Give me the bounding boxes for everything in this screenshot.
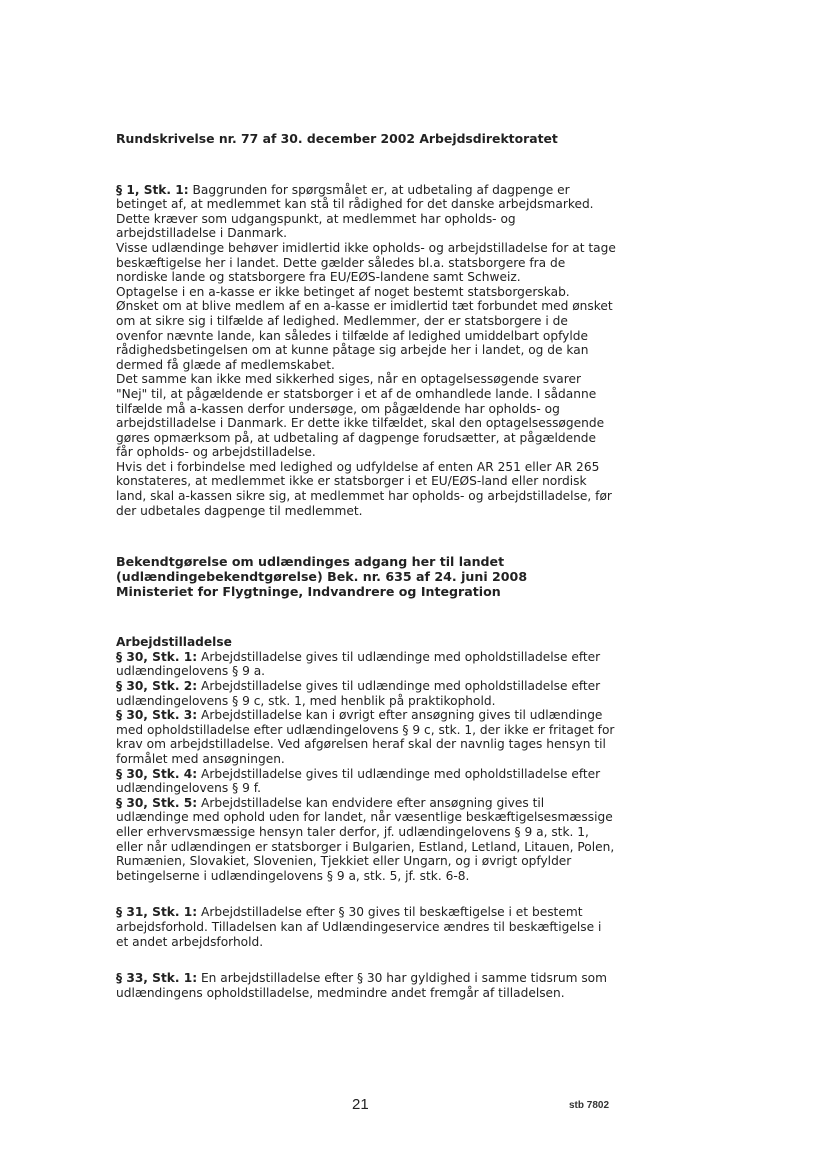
heading-line-2: (udlændingebekendtgørelse) Bek. nr. 635 af 24. juni 2008 [116,569,528,585]
section-text: Arbejdstilladelse efter § 30 gives til beskæftigelse i et bestemt arbejdsforhold. Tilladelsen kan af Udlændingeservice ændres til beskæftigelse i et andet arbejdsforhold. [116,905,602,949]
document-body [116,132,616,1000]
section-1-paragraph-5: Hvis det i forbindelse med ledighed og udfyldelse af enten AR 251 eller AR 265 konstateres, at medlemmet ikke er statsborger i et EU/EØS-land eller nordisk land, skal a-kassen sikre sig, at medlemmet har opholds- og arbejdstilladelse, før der udbetales dagpenge til medlemmet. [116,459,612,518]
section-31-1 [116,905,616,949]
page-number: 21 [352,1096,369,1113]
section-text: Baggrunden for spørgsmålet er, at udbetaling af dagpenge er betinget af, at medlemmet kan stå til rådighed for det danske arbejdsmarked. Dette kræver som udgangspunkt, at medlemmet har opholds- og arbejdstilladelse i Danmark. [116,182,594,241]
section-1-paragraph-4: Det samme kan ikke med sikkerhed siges, når en optagelsessøgende svarer "Nej" til, at pågældende er statsborger i et af de omhandlede lande. I sådanne tilfælde må a-kassen derfor undersøge, om pågældende har opholds- og arbejdstilladelse i Danmark. Er dette ikke tilfældet, skal den optagelsessøgende gøres opmærksom på, at udbetaling af dagpenge forudsætter, at pågældende får opholds- og arbejdstilladelse. [116,372,605,460]
spacer [116,599,616,635]
section-30-4 [116,767,616,796]
section-1-paragraph-2: Visse udlændinge behøver imidlertid ikke opholds- og arbejdstilladelse for at tage beskæftigelse her i landet. Dette gælder således bl.a. statsborgere fra de nordiske lande og statsborgere fra EU/EØS-landene samt Schweiz. [116,240,616,285]
spacer [116,518,616,554]
section-1-paragraph-3: Optagelse i en a-kasse er ikke betinget af noget bestemt statsborgerskab. Ønsket om at blive medlem af en a-kasse er imidlertid tæt forbundet med ønsket om at sikre sig i tilfælde af ledighed. Medlemmer, der er statsborgere i de ovenfor nævnte lande, kan således i tilfælde af ledighed umiddelbart opfylde rådighedsbetingelsen om at kunne påtage sig arbejde her i landet, og de kan dermed få glæde af medlemskabet. [116,284,613,372]
section-label: § 30, Stk. 3: [116,708,198,723]
section-30-2 [116,679,616,708]
subheading-arbejdstilladelse: Arbejdstilladelse [116,635,232,650]
section-label: § 30, Stk. 5: [116,795,198,810]
heading-line-3: Ministeriet for Flygtninge, Indvandrere og Integration [116,584,501,600]
heading-line-1: Bekendtgørelse om udlændinges adgang her til landet [116,554,505,570]
section-text: Arbejdstilladelse gives til udlændinge med opholdstilladelse efter udlændingelovens § 9 c, stk. 1, med henblik på praktikophold. [116,679,601,708]
section-30-3 [116,708,616,766]
section-text: En arbejdstilladelse efter § 30 har gyldighed i samme tidsrum som udlændingens opholdstilladelse, medmindre andet fremgår af tilladelsen. [116,971,608,1000]
document-stamp: stb 7802 [569,1100,610,1111]
section-30-1 [116,650,616,679]
document-title: Rundskrivelse nr. 77 af 30. december 2002 Arbejdsdirektoratet [116,131,558,146]
section-33-1 [116,971,616,1000]
section-label: § 30, Stk. 4: [116,766,198,781]
section-label: § 33, Stk. 1: [116,971,198,986]
section-label: § 30, Stk. 1: [116,649,198,664]
section-label: § 30, Stk. 2: [116,679,198,694]
section-text: Arbejdstilladelse gives til udlændinge med opholdstilladelse efter udlændingelovens § 9 a. [116,649,601,679]
section-label: § 1, Stk. 1: [116,182,189,197]
spacer [116,949,616,971]
section-label: § 31, Stk. 1: [116,905,198,920]
section-text: Arbejdstilladelse kan endvidere efter ansøgning gives til udlændinge med ophold uden for landet, når væsentlige beskæftigelsesmæssige eller erhvervsmæssige hensyn taler derfor, jf. udlændingelovens § 9 a, stk. 1, eller når udlændingen er statsborger i Bulgarien, Estland, Letland, Litauen, Polen, Rumænien, Slovakiet, Slovenien, Tjekkiet eller Ungarn, og i øvrigt opfylder betingelserne i udlændingelovens § 9 a, stk. 5, jf. stk. 6-8. [116,795,615,883]
section-30-5 [116,796,616,884]
section-text: Arbejdstilladelse gives til udlændinge med opholdstilladelse efter udlændingelovens § 9 f. [116,766,601,796]
spacer [116,883,616,905]
section-text: Arbejdstilladelse kan i øvrigt efter ansøgning gives til udlændinge med opholdstilladelse efter udlændingelovens § 9 c, stk. 1, der ikke er fritaget for krav om arbejdstilladelse. Ved afgørelsen heraf skal der navnlig tages hensyn til formålet med ansøgningen. [116,708,615,766]
section-1-paragraph [116,183,616,241]
